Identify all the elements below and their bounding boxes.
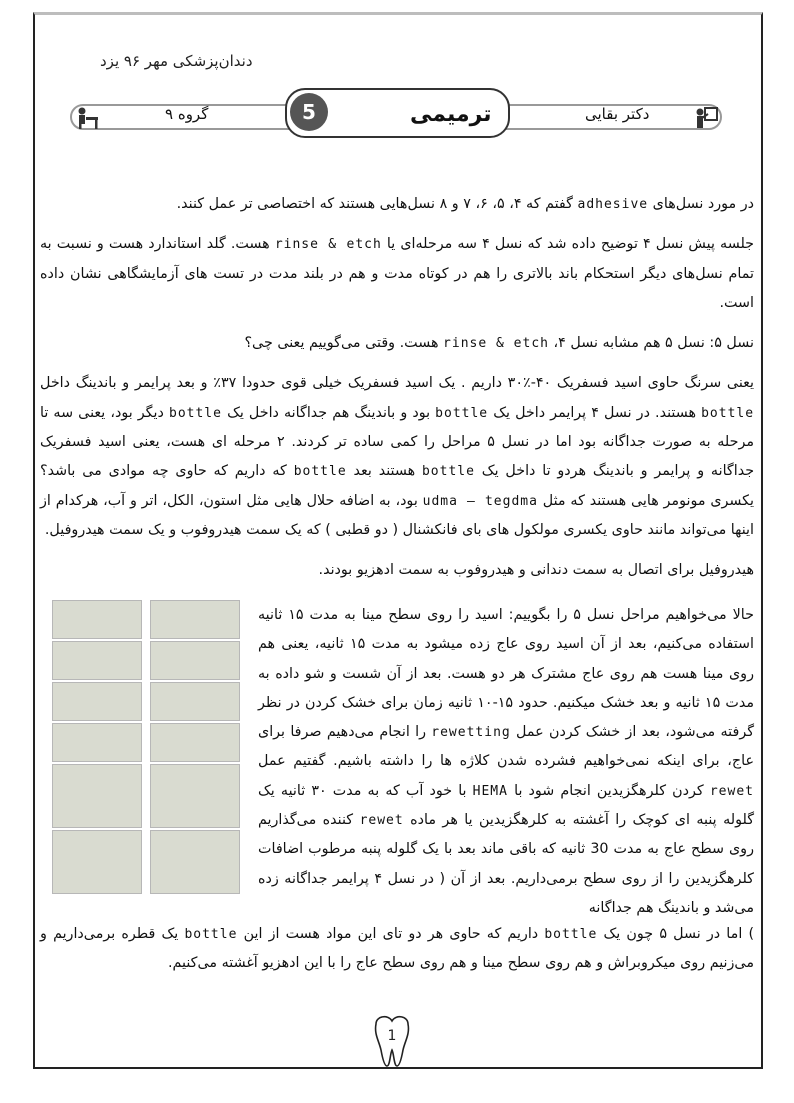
student-desk-icon: [74, 106, 100, 130]
figure-step-image: [52, 764, 142, 828]
page-number-tooth-icon: [370, 1014, 414, 1068]
session-number: 5: [290, 93, 328, 131]
paragraph-5: هیدروفیل برای اتصال به سمت دندانی و هیدروفوب به سمت ادهزیو بودند.: [318, 562, 754, 579]
figure-step-image: [52, 641, 142, 680]
paragraph-2: جلسه پیش نسل ۴ توضیح داده شد که نسل ۴ سه مرحله‌ای یا rinse & etch هست. گلد استاندارد هست و نسبت به تمام نسل‌های دیگر استحکام باند بالاتری را هم در کوتاه مدت و هم در بلند مدت در تست های آزمایشگاهی نشان داده است.: [40, 236, 755, 311]
teacher-label: دکتر بقایی: [585, 105, 650, 123]
figure-step-image: [150, 830, 240, 894]
figure-step-image: [150, 764, 240, 828]
figure-step-image: [52, 723, 142, 762]
teacher-board-icon: [693, 106, 719, 130]
paragraph-1: در مورد نسل‌های adhesive گفتم که ۴، ۵، ۶، ۷ و ۸ نسل‌هایی هستند که اختصاصی تر عمل کنند.: [176, 196, 754, 212]
paragraph-4: یعنی سرنگ حاوی اسید فسفریک ۴۰-٪۳۰ داریم . یک اسید فسفریک خیلی قوی حدودا ۳۷٪ و بعد پرایمر و باندینگ داخل bottle هستند. در نسل ۴ پرایمر داخل یک bottle بود و باندینگ هم جداگانه داخل یک bottle دیگر بود، یعنی سه تا مرحله به صورت جداگانه بود اما در نسل ۵ مراحل را کمی ساده تر کردند. ۲ مرحله ای هست، یعنی اسید فسفریک جداگانه و پرایمر و باندینگ هردو تا داخل یک bottle هستند بعد bottle که داریم که حاوی چه موادی می باشد؟ یکسری مونومر هایی هستند که مثل udma – tegdma بود، به اضافه حلال هایی مثل استون، الکل، اتر و آب، هرکدام از اینها می‌تواند مانند حاوی یکسری مولکول های بای فانکشنال ( دو قطبی ) که یک سمت هیدروفوب و یک سمت هیدروفیل.: [40, 375, 755, 538]
figure-step-image: [52, 830, 142, 894]
closing-paragraph: ) اما در نسل ۵ چون یک bottle داریم که حاوی هر دو تای این مواد هست از این bottle یک قطره برمی‌داریم و می‌زنیم روی میکروبراش و هم روی سطح مینا و هم روی سطح عاج را با این ادهزیو آغشته می‌کنیم.: [40, 926, 755, 972]
figure-step-image: [52, 682, 142, 721]
figure-step-image: [52, 600, 142, 639]
paragraph-3: نسل ۵: نسل ۵ هم مشابه نسل ۴، rinse & etch هست. وقتی می‌گوییم یعنی چی؟: [244, 335, 754, 352]
course-title: دندان‌پزشکی مهر ۹۶ یزد: [100, 52, 253, 70]
subject-title: ترمیمی: [410, 102, 492, 127]
figure-step-image: [150, 723, 240, 762]
tooth-logo-icon: [632, 36, 686, 96]
article-body: [40, 190, 754, 597]
procedure-figure: [52, 600, 240, 892]
figure-step-image: [150, 682, 240, 721]
group-label: گروه ۹: [165, 105, 209, 123]
page-number: 1: [387, 1028, 397, 1044]
figure-step-image: [150, 641, 240, 680]
wrapped-paragraph: حالا می‌خواهیم مراحل نسل ۵ را بگوییم: اسید را روی سطح مینا به مدت ۱۵ ثانیه استفاده می‌کنیم، بعد از آن اسید روی عاج زده میشود به مدت ۱۵ ثانیه، یعنی هم روی مینا هست هم روی عاج مشترک هر دو هست. بعد از آن شست و شو داده به مدت ۱۵ ثانیه و بعد خشک میکنیم. حدود ۱۵-۱۰ ثانیه زمان برای خشک کردن در نظر گرفته می‌شود، بعد از خشک کردن عمل rewetting را انجام می‌دهیم صرفا برای عاج، برای اینکه نمی‌خواهیم فشرده شدن کلاژه ها را داشته باشیم. گفتیم عمل rewet کردن کلرهگزیدین انجام شود با HEMA با خود آب که به مدت ۳۰ ثانیه یک گلوله پنبه ای کوچک را آغشته به کلرهگزیدین یا هر ماده rewet کننده می‌گذاریم روی سطح عاج به مدت 30 ثانیه که باقی ماند بعد با یک گلوله پنبه مرطوب اضافات کلرهگزیدین را از روی سطح برمی‌داریم. بعد از آن ( در نسل ۴ پرایمر جداگانه زده می‌شد و باندینگ هم جداگانه: [258, 607, 755, 916]
figure-step-image: [150, 600, 240, 639]
